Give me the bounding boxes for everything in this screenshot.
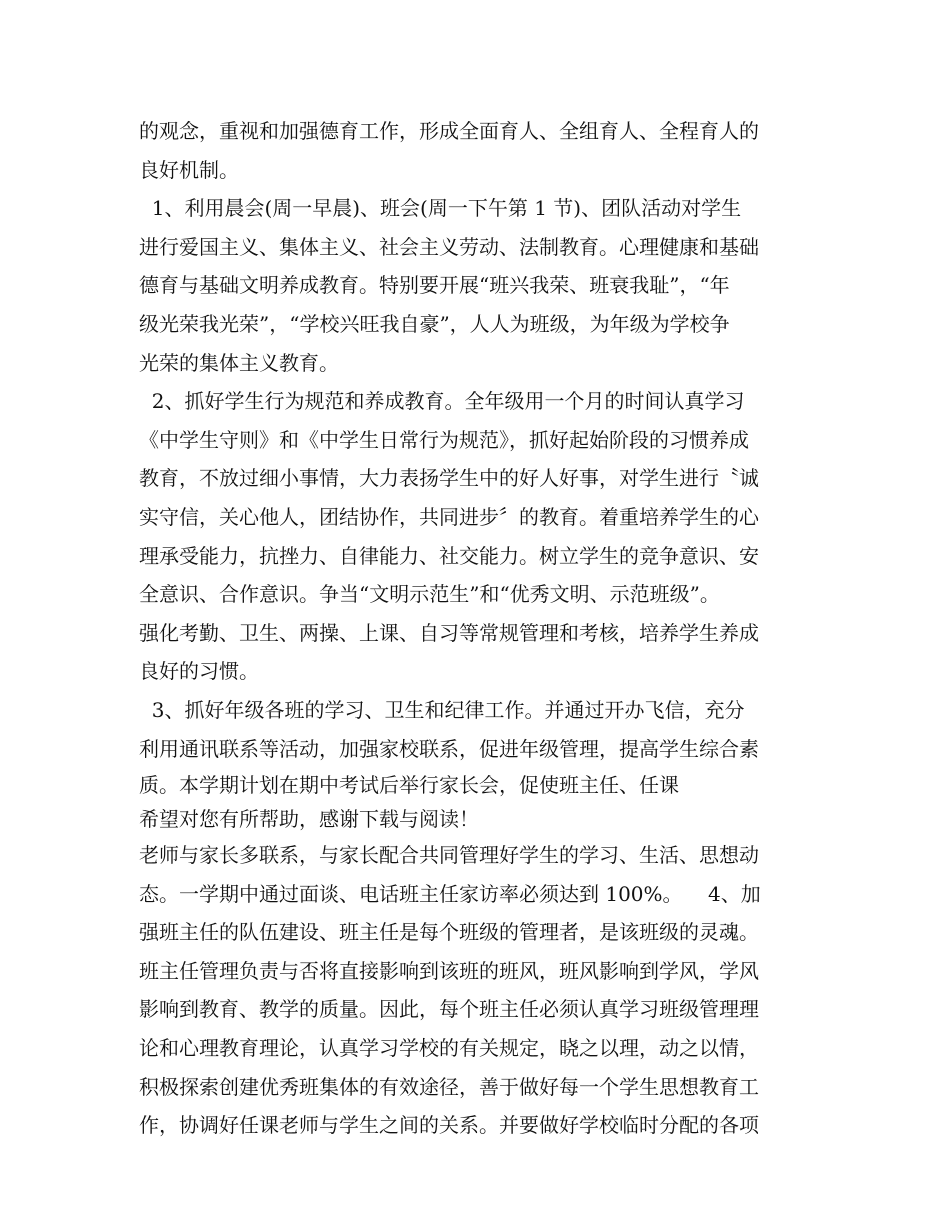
text-line: 级光荣我光荣”，“学校兴旺我自豪”，人人为班级，为年级为学校争 [139, 311, 730, 336]
text-line: 态。一学期中通过面谈、电话班主任家访率必须达到 100%。 4、加 [139, 881, 761, 906]
text-line: 3、抓好年级各班的学习、卫生和纪律工作。并通过开办飞信，充分 [139, 697, 745, 722]
text-line: 进行爱国主义、集体主义、社会主义劳动、法制教育。心理健康和基础 [139, 234, 759, 259]
text-line: 实守信，关心他人，团结协作，共同进步〞的教育。着重培养学生的心 [139, 504, 759, 529]
text-line: 积极探索创建优秀班集体的有效途径，善于做好每一个学生思想教育工 [139, 1074, 759, 1099]
text-line: 全意识、合作意识。争当“文明示范生”和“优秀文明、示范班级”。 [139, 582, 720, 607]
text-line: 利用通讯联系等活动，加强家校联系，促进年级管理，提高学生综合素 [139, 736, 759, 761]
text-line: 质。本学期计划在期中考试后举行家长会，促使班主任、任课 [139, 773, 679, 798]
text-line: 老师与家长多联系，与家长配合共同管理好学生的学习、生活、思想动 [139, 843, 759, 868]
text-line: 作，协调好任课老师与学生之间的关系。并要做好学校临时分配的各项 [139, 1113, 759, 1138]
text-line: 的观念，重视和加强德育工作，形成全面育人、全组育人、全程育人的 [139, 119, 759, 143]
text-line: 论和心理教育理论，认真学习学校的有关规定，晓之以理，动之以情， [139, 1036, 759, 1061]
document-body [139, 112, 819, 1145]
text-line: 良好的习惯。 [139, 659, 259, 684]
text-line: 强班主任的队伍建设、班主任是每个班级的管理者，是该班级的灵魂。 [139, 920, 759, 945]
text-line: 影响到教育、教学的质量。因此，每个班主任必须认真学习班级管理理 [139, 997, 759, 1022]
text-line: 班主任管理负责与否将直接影响到该班的班风，班风影响到学风，学风 [139, 958, 759, 983]
text-line: 2、抓好学生行为规范和养成教育。全年级用一个月的时间认真学习 [139, 389, 745, 414]
text-line: 《中学生守则》和《中学生日常行为规范》，抓好起始阶段的习惯养成 [139, 427, 749, 452]
text-line: 1、利用晨会(周一早晨)、班会(周一下午第 1 节)、团队活动对学生 [139, 196, 742, 221]
text-line: 希望对您有所帮助，感谢下载与阅读！ [139, 807, 479, 832]
text-line: 光荣的集体主义教育。 [139, 350, 339, 375]
text-line: 理承受能力，抗挫力、自律能力、社交能力。树立学生的竞争意识、安 [139, 543, 759, 568]
text-line: 良好机制。 [139, 157, 239, 182]
text-line: 教育，不放过细小事情，大力表扬学生中的好人好事，对学生进行〝诚 [139, 466, 759, 491]
text-line: 德育与基础文明养成教育。特别要开展“班兴我荣、班衰我耻”，“年 [139, 273, 730, 298]
text-line: 强化考勤、卫生、两操、上课、自习等常规管理和考核，培养学生养成 [139, 620, 759, 645]
